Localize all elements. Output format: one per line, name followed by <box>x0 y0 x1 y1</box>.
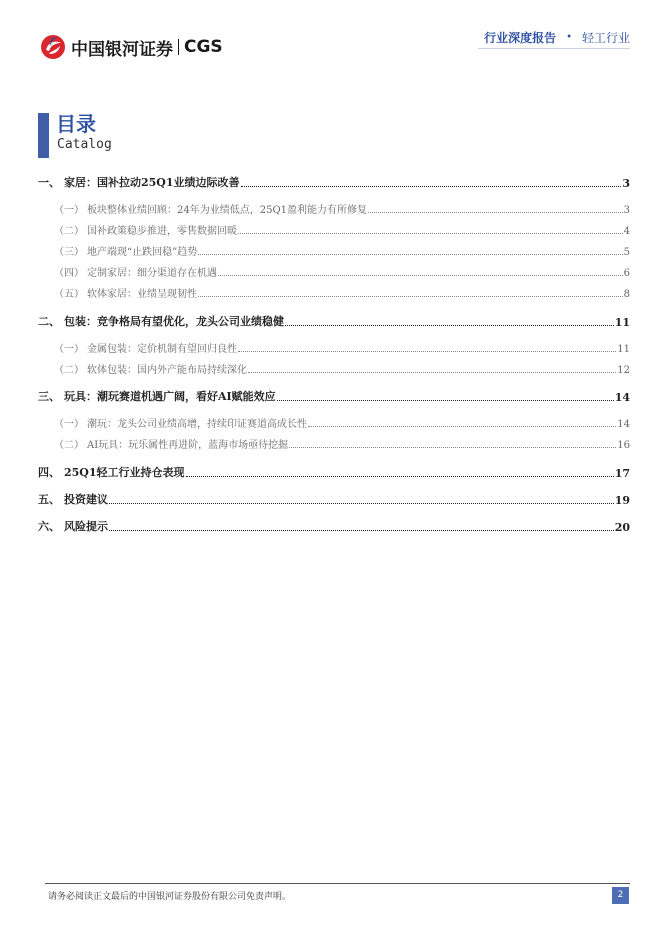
toc-entry-title: 家居：国补拉动25Q1业绩边际改善 <box>64 176 240 189</box>
toc-dot-leader <box>248 371 616 373</box>
toc-entry-number: （二） <box>54 440 84 451</box>
toc-entry-section[interactable] <box>38 491 630 507</box>
toc-entry-number: （一） <box>54 205 84 216</box>
toc-title: 目录 <box>56 112 96 136</box>
toc-entry-title: 潮玩：龙头公司业绩高增，持续印证赛道高成长性 <box>87 419 307 430</box>
toc-entry-page: 14 <box>617 419 630 430</box>
toc-entry-number: （五） <box>54 289 84 300</box>
toc-entry-subsection[interactable] <box>54 264 630 279</box>
toc-entry-section[interactable] <box>38 388 630 404</box>
toc-entry-number: （四） <box>54 268 84 279</box>
toc-entry-number: 一、 <box>38 176 60 189</box>
industry-label: 轻工行业 <box>581 31 630 45</box>
toc-entry-page: 19 <box>614 494 630 507</box>
toc-entry-page: 3 <box>623 205 630 216</box>
toc-entry-section[interactable] <box>38 518 630 534</box>
toc-dot-leader <box>368 211 623 213</box>
toc-entry-title: 玩具：潮玩赛道机遇广阔，看好AI赋能效应 <box>64 390 276 403</box>
toc-dot-leader <box>241 185 622 187</box>
toc-dot-leader <box>238 350 616 352</box>
brand-divider <box>178 39 179 55</box>
toc-entry-page: 17 <box>614 467 630 480</box>
toc-dot-leader <box>277 399 614 401</box>
toc-dot-leader <box>109 502 614 504</box>
toc-entry-number: 四、 <box>38 466 60 479</box>
toc-entry-subsection[interactable] <box>54 243 630 258</box>
toc-entry-title: 地产端现“止跌回稳”趋势 <box>87 247 198 258</box>
header-rule <box>478 48 630 49</box>
toc-dot-leader <box>198 253 622 255</box>
page-number: 2 <box>612 887 629 904</box>
toc-entry-number: （二） <box>54 226 84 237</box>
toc-entry-section[interactable] <box>38 174 630 190</box>
toc-entry-title: 包装：竞争格局有望优化，龙头公司业绩稳健 <box>64 315 284 328</box>
toc-entry-number: 三、 <box>38 390 60 403</box>
toc-entry-page: 4 <box>623 226 630 237</box>
toc-entry-title: 投资建议 <box>64 493 108 506</box>
toc-entry-page: 11 <box>614 316 630 329</box>
toc-entry-number: （一） <box>54 344 84 355</box>
footer-disclaimer: 请务必阅读正文最后的中国银河证券股份有限公司免责声明。 <box>48 892 292 902</box>
toc-entry-section[interactable] <box>38 464 630 480</box>
toc-entry-page: 16 <box>617 440 630 451</box>
toc-dot-leader <box>198 295 623 297</box>
toc-entry-page: 6 <box>623 268 630 279</box>
toc-entry-page: 20 <box>614 521 630 534</box>
toc-entry-subsection[interactable] <box>54 222 630 237</box>
toc-entry-page: 14 <box>614 391 630 404</box>
toc-entry-number: 六、 <box>38 520 60 533</box>
title-accent-bar <box>38 113 49 158</box>
toc-subtitle: Catalog <box>57 137 112 152</box>
toc-entry-number: 二、 <box>38 315 60 328</box>
toc-entry-title: 金属包装：定价机制有望回归良性 <box>87 344 237 355</box>
toc-entry-subsection[interactable] <box>54 201 630 216</box>
toc-dot-leader <box>289 446 616 448</box>
footer-rule <box>45 883 630 884</box>
toc-entry-title: 国补政策稳步推进，零售数据回暖 <box>87 226 237 237</box>
toc-dot-leader <box>285 324 614 326</box>
toc-entry-page: 11 <box>617 344 630 355</box>
report-type-label: 行业深度报告 <box>484 31 557 45</box>
toc-entry-number: （一） <box>54 419 84 430</box>
toc-entry-title: 软体包装：国内外产能布局持续深化 <box>87 365 247 376</box>
toc-entry-title: 板块整体业绩回顾：24年为业绩低点，25Q1盈利能力有所修复 <box>87 205 368 216</box>
toc-entry-page: 12 <box>617 365 630 376</box>
toc-entry-subsection[interactable] <box>54 361 630 376</box>
toc-entry-title: 25Q1轻工行业持仓表现 <box>64 466 185 479</box>
toc-dot-leader <box>218 274 623 276</box>
toc-entry-subsection[interactable] <box>54 340 630 355</box>
cgs-logo-icon <box>40 34 66 60</box>
toc-dot-leader <box>109 529 614 531</box>
toc-entry-number: （二） <box>54 365 84 376</box>
toc-entry-page: 5 <box>623 247 630 258</box>
brand-logo <box>40 34 223 60</box>
toc-entry-title: 风险提示 <box>64 520 108 533</box>
toc-entry-number: （三） <box>54 247 84 258</box>
toc-entry-title: 定制家居：细分渠道存在机遇 <box>87 268 217 279</box>
toc-entry-page: 3 <box>622 177 630 190</box>
toc-entry-subsection[interactable] <box>54 436 630 451</box>
toc-entry-title: 软体家居：业绩呈现韧性 <box>87 289 197 300</box>
header-separator: • <box>566 32 572 43</box>
report-category <box>484 29 630 46</box>
toc-entry-title: AI玩具：玩乐属性再进阶，蓝海市场亟待挖掘 <box>87 440 289 451</box>
toc-dot-leader <box>238 232 623 234</box>
toc-entry-number: 五、 <box>38 493 60 506</box>
page-header <box>0 0 662 70</box>
toc-entry-page: 8 <box>623 289 630 300</box>
toc-dot-leader <box>308 425 616 427</box>
toc-entry-subsection[interactable] <box>54 415 630 430</box>
toc-entry-section[interactable] <box>38 313 630 329</box>
brand-name-en: CGS <box>184 37 223 57</box>
toc-entry-subsection[interactable] <box>54 285 630 300</box>
brand-name-cn: 中国银河证券 <box>71 39 173 60</box>
toc-dot-leader <box>186 475 614 477</box>
